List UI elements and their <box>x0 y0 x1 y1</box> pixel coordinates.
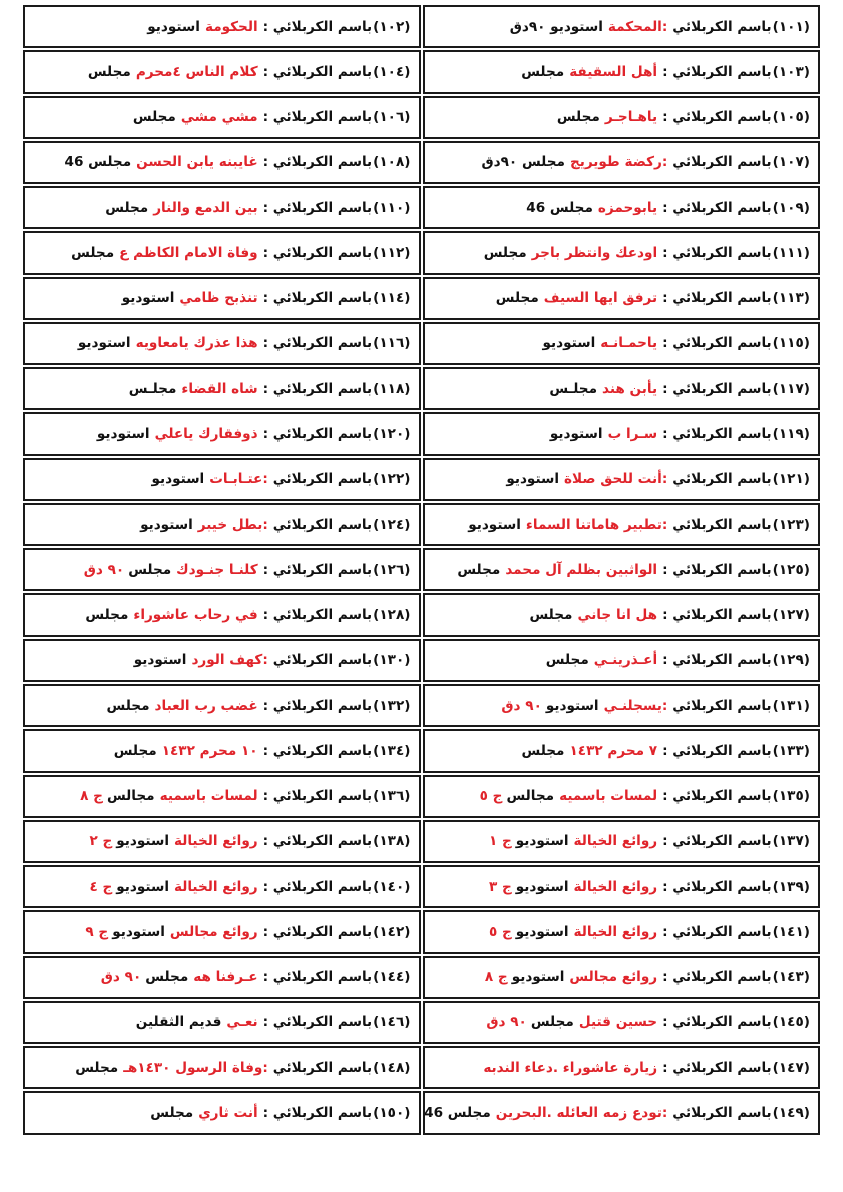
recording-entry-left <box>23 775 421 818</box>
recording-entry-right <box>423 775 821 818</box>
reciter-name: باسم الكربلائي : <box>662 63 772 80</box>
entry-number: (١٠٣) <box>772 63 810 80</box>
recording-type: مجلس 46 <box>64 154 132 171</box>
recording-entry-right <box>423 548 821 591</box>
reciter-name: باسم الكربلائي <box>672 18 772 35</box>
recording-type: مجلس <box>87 63 131 80</box>
recording-entry-left <box>23 5 421 48</box>
recording-type: استوديو <box>549 426 603 443</box>
entry-number: (١٣٢) <box>373 697 411 714</box>
reciter-name: باسم الكربلائي : <box>662 878 772 895</box>
recording-entry-right <box>423 956 821 999</box>
table-row <box>22 321 821 366</box>
recording-title: :أنت للحق صلاة <box>564 471 668 488</box>
recording-part: ج ٥ <box>488 923 512 940</box>
reciter-name: باسم الكربلائي : <box>262 1014 373 1031</box>
entry-number: (١٢٠) <box>373 426 411 443</box>
entry-number: (١٠٥) <box>772 109 810 126</box>
reciter-name: باسم الكربلائي : <box>662 561 772 578</box>
table-row <box>22 1045 821 1090</box>
recording-entry-left <box>23 458 421 501</box>
reciter-name: باسم الكربلائي : <box>662 652 772 669</box>
table-row <box>22 774 821 819</box>
table-row <box>22 955 821 1000</box>
reciter-name: باسم الكربلائي <box>672 516 772 533</box>
recording-part: ج ٢ <box>89 833 113 850</box>
recording-entry-right <box>423 865 821 908</box>
recording-type: مجلس <box>495 290 539 307</box>
recording-type: مجلس <box>521 742 565 759</box>
recording-title: نعـي <box>226 1014 258 1031</box>
recording-title: غضب رب العباد <box>154 697 258 714</box>
recording-part: ٩٠ دق <box>100 969 142 986</box>
recording-type: مجلس <box>529 607 573 624</box>
entry-number: (١٠٦) <box>373 109 411 126</box>
reciter-name: باسم الكربلائي : <box>662 833 772 850</box>
recording-type: استوديو <box>515 923 569 940</box>
recording-part: ٩٠ دق <box>83 561 125 578</box>
recording-type: مجلس <box>85 607 129 624</box>
reciter-name: باسم الكربلائي : <box>262 607 373 624</box>
entry-number: (١٠١) <box>772 18 810 35</box>
recording-title: الواثبين بظلم آل محمد <box>505 561 658 578</box>
recording-type: استوديو <box>511 969 565 986</box>
recording-entry-left <box>23 141 421 184</box>
recording-title: غايبنه يابن الحسن <box>136 154 258 171</box>
recording-type: قديم الثقلين <box>135 1014 222 1031</box>
recording-entry-left <box>23 412 421 455</box>
recording-entry-left <box>23 729 421 772</box>
recording-title: كلام الناس ٤محرم <box>135 63 258 80</box>
recording-title: لمسات باسميه <box>159 788 258 805</box>
entry-number: (١٣٨) <box>373 833 411 850</box>
recording-title: سـرا ب <box>607 426 658 443</box>
entry-number: (١٣٠) <box>373 652 411 669</box>
recording-entry-right <box>423 50 821 93</box>
recording-entry-right <box>423 458 821 501</box>
recording-type: مجلس <box>106 697 150 714</box>
recording-entry-left <box>23 1001 421 1044</box>
entry-number: (١٠٩) <box>772 199 810 216</box>
table-row <box>22 457 821 502</box>
recording-type: استوديو <box>116 833 169 850</box>
recording-title: زيارة عاشوراء .دعاء الندبه <box>483 1059 658 1076</box>
recording-title: :تطبير هاماتنا السماء <box>525 516 668 533</box>
recording-title: :يسجلنـي <box>603 697 668 714</box>
entry-number: (١١٢) <box>373 244 411 261</box>
recording-entry-left <box>23 1046 421 1089</box>
entry-number: (١٥٠) <box>373 1105 411 1121</box>
entry-number: (١٤٠) <box>373 878 411 895</box>
recording-type: مجلس <box>483 244 527 261</box>
entry-number: (١٤٦) <box>373 1014 411 1031</box>
recording-title: كلنـا جنـودك <box>176 561 258 578</box>
recording-entry-right <box>423 412 821 455</box>
reciter-name: باسم الكربلائي : <box>662 1059 772 1076</box>
recording-type: مجلس <box>145 969 189 986</box>
table-row <box>22 185 821 230</box>
recording-type: مجلـس <box>549 380 597 397</box>
recording-type: مجالس <box>506 788 555 805</box>
reciter-name: باسم الكربلائي : <box>662 1014 772 1031</box>
reciter-name: باسم الكربلائي : <box>262 878 373 895</box>
recording-title: وفاة الامام الكاظم ع <box>119 244 258 261</box>
reciter-name: باسم الكربلائي : <box>662 109 772 126</box>
entry-number: (١١١) <box>772 244 810 261</box>
recording-type: استوديو <box>77 335 131 352</box>
reciter-name: باسم الكربلائي : <box>262 18 373 35</box>
table-row <box>22 276 821 321</box>
recording-type: مجلس 46 <box>526 199 593 216</box>
recording-title: :بطل خيبر <box>197 516 268 533</box>
reciter-name: باسم الكربلائي <box>672 1105 772 1121</box>
recording-title: حسين قتيل <box>578 1014 658 1031</box>
reciter-name: باسم الكربلائي : <box>262 561 373 578</box>
reciter-name: باسم الكربلائي : <box>662 244 772 261</box>
recording-title: هل انا جاني <box>577 607 658 624</box>
recording-title: شاه القضاء <box>181 380 258 397</box>
recording-type: استوديو ٩٠دق <box>509 18 603 35</box>
recording-entry-right <box>423 1091 821 1134</box>
entry-number: (١٣٣) <box>772 742 810 759</box>
entry-number: (١٠٤) <box>373 63 411 80</box>
recording-entry-right <box>423 141 821 184</box>
recording-entry-left <box>23 367 421 410</box>
reciter-name: باسم الكربلائي : <box>662 426 772 443</box>
table-row <box>22 230 821 275</box>
entry-number: (١١٣) <box>772 290 810 307</box>
recording-entry-left <box>23 910 421 953</box>
entry-number: (١١٥) <box>772 335 810 352</box>
table-row <box>22 819 821 864</box>
recording-entry-right <box>423 820 821 863</box>
entry-number: (١١٧) <box>772 380 810 397</box>
recording-entry-left <box>23 820 421 863</box>
reciter-name: باسم الكربلائي : <box>262 697 373 714</box>
reciter-name: باسم الكربلائي <box>272 652 373 669</box>
recording-title: ياهـاجـر <box>604 109 658 126</box>
recording-title: :المحكمة <box>607 18 668 35</box>
recording-part: ٩٠ دق <box>486 1014 527 1031</box>
entry-number: (١٣٥) <box>772 788 810 805</box>
reciter-name: باسم الكربلائي : <box>262 244 373 261</box>
reciter-name: باسم الكربلائي : <box>262 154 373 171</box>
recording-title: يأبن هند <box>602 380 658 397</box>
recording-title: ياحمـانـه <box>600 335 658 352</box>
entry-number: (١٣٦) <box>373 788 411 805</box>
reciter-name: باسم الكربلائي : <box>262 833 373 850</box>
recording-type: مجالس <box>106 788 155 805</box>
recording-type: استوديو <box>545 697 599 714</box>
recording-title: :ركضة طويريج <box>569 154 668 171</box>
recording-part: ج ٣ <box>488 878 512 895</box>
recording-type: استوديو <box>515 878 569 895</box>
entry-number: (١٢١) <box>772 471 810 488</box>
recording-type: مجلس <box>457 561 501 578</box>
recording-type: استوديو <box>468 516 521 533</box>
recording-type: استوديو <box>96 426 150 443</box>
recording-title: بين الدمع والنار <box>153 199 258 216</box>
recording-entry-right <box>423 684 821 727</box>
recording-entry-left <box>23 1091 421 1134</box>
recording-entry-right <box>423 729 821 772</box>
recording-entry-left <box>23 231 421 274</box>
entry-number: (١٣٧) <box>772 833 810 850</box>
entry-number: (١٢٤) <box>373 516 411 533</box>
reciter-name: باسم الكربلائي <box>672 154 772 171</box>
recording-title: يابوحمزه <box>597 199 658 216</box>
recording-type: مجلس <box>150 1105 194 1121</box>
recording-entry-left <box>23 503 421 546</box>
recording-title: روائع الخيالة <box>173 833 258 850</box>
recording-type: مجلـس <box>128 380 177 397</box>
recording-entry-right <box>423 593 821 636</box>
recording-type: استوديو <box>121 290 175 307</box>
recording-entry-right <box>423 639 821 682</box>
entry-number: (١٤٧) <box>772 1059 810 1076</box>
reciter-name: باسم الكربلائي : <box>662 335 772 352</box>
entry-number: (١٠٨) <box>373 154 411 171</box>
entry-number: (١٣١) <box>772 697 810 714</box>
recording-title: هذا عذرك يامعاويه <box>135 335 258 352</box>
recording-title: ترفق ايها السيف <box>543 290 658 307</box>
recording-type: مجلس <box>75 1059 119 1076</box>
entry-number: (١٢٥) <box>772 561 810 578</box>
recording-type: مجلس <box>128 561 172 578</box>
entry-number: (١٤٤) <box>373 969 411 986</box>
recording-type: استوديو <box>506 471 560 488</box>
recording-type: مجلس <box>556 109 600 126</box>
recording-title: اودعك وانتظر باجر <box>531 244 658 261</box>
recording-entry-right <box>423 910 821 953</box>
entry-number: (١٤٩) <box>772 1105 810 1121</box>
recording-title: روائع الخيالة <box>573 923 658 940</box>
recording-entry-right <box>423 503 821 546</box>
entry-number: (١٠٢) <box>373 18 411 35</box>
reciter-name: باسم الكربلائي <box>272 516 373 533</box>
recording-type: مجلس <box>530 1014 574 1031</box>
recording-title: أنت ثاري <box>198 1105 258 1121</box>
recording-entry-right <box>423 1046 821 1089</box>
reciter-name: باسم الكربلائي : <box>662 290 772 307</box>
recording-title: في رحاب عاشوراء <box>133 607 258 624</box>
recording-part: ج ٨ <box>80 788 103 805</box>
reciter-name: باسم الكربلائي : <box>262 969 373 986</box>
table-row <box>22 1090 821 1135</box>
entry-number: (١٠٧) <box>772 154 810 171</box>
entry-number: (١٤٣) <box>772 969 810 986</box>
entry-number: (١٢٦) <box>373 561 411 578</box>
recording-entry-right <box>423 231 821 274</box>
table-row <box>22 547 821 592</box>
table-row <box>22 502 821 547</box>
reciter-name: باسم الكربلائي <box>272 471 373 488</box>
recording-type: مجلس <box>113 742 157 759</box>
entry-number: (١٤١) <box>772 923 810 940</box>
recording-type: مجلس 46 <box>424 1105 491 1121</box>
reciter-name: باسم الكربلائي : <box>262 290 373 307</box>
recording-entry-right <box>423 186 821 229</box>
reciter-name: باسم الكربلائي : <box>662 607 772 624</box>
table-row <box>22 592 821 637</box>
recording-type: مجلس <box>545 652 589 669</box>
table-row <box>22 366 821 411</box>
table-row <box>22 728 821 773</box>
recording-type: مجلس <box>71 244 115 261</box>
recording-title: أعـذرينـي <box>593 652 658 669</box>
recording-title: روائع الخيالة <box>173 878 258 895</box>
recording-entry-left <box>23 277 421 320</box>
table-row <box>22 140 821 185</box>
table-row <box>22 864 821 909</box>
reciter-name: باسم الكربلائي : <box>662 199 772 216</box>
recording-type: استوديو <box>112 923 165 940</box>
recording-title: أهل السقيفة <box>569 63 658 80</box>
entry-number: (١٢٩) <box>772 652 810 669</box>
reciter-name: باسم الكربلائي <box>672 471 772 488</box>
reciter-name: باسم الكربلائي : <box>262 923 373 940</box>
entry-number: (١٢٣) <box>772 516 810 533</box>
reciter-name: باسم الكربلائي <box>272 1059 373 1076</box>
recording-entry-left <box>23 96 421 139</box>
reciter-name: باسم الكربلائي : <box>662 380 772 397</box>
entry-number: (١١٤) <box>373 290 411 307</box>
recording-title: لمسات باسميه <box>559 788 658 805</box>
recording-type: استوديو <box>140 516 193 533</box>
recording-title: مشي مشي <box>180 109 258 126</box>
entry-number: (١٢٧) <box>772 607 810 624</box>
recording-type: استوديو <box>151 471 205 488</box>
recording-part: ج ١ <box>488 833 512 850</box>
recording-type: استوديو <box>542 335 596 352</box>
recording-title: ذوفقارك ياعلي <box>154 426 258 443</box>
recording-type: استوديو <box>133 652 187 669</box>
table-row <box>22 4 821 49</box>
recording-entry-right <box>423 1001 821 1044</box>
recording-title: :وفاة الرسول ١٤٣٠هـ <box>123 1059 268 1076</box>
entry-number: (١١٨) <box>373 380 411 397</box>
recording-entry-right <box>423 277 821 320</box>
table-row <box>22 1000 821 1045</box>
reciter-name: باسم الكربلائي : <box>262 335 373 352</box>
reciter-name: باسم الكربلائي : <box>262 742 373 759</box>
entry-number: (١٢٢) <box>373 471 411 488</box>
table-row <box>22 49 821 94</box>
recording-type: مجلس <box>521 63 565 80</box>
recording-entry-left <box>23 865 421 908</box>
recording-type: مجلس ٩٠دق <box>481 154 565 171</box>
recording-entry-left <box>23 186 421 229</box>
recording-entry-left <box>23 50 421 93</box>
entry-number: (١١٠) <box>373 199 411 216</box>
recording-title: الحكومة <box>204 18 258 35</box>
recording-entry-right <box>423 5 821 48</box>
table-row <box>22 95 821 140</box>
recording-entry-left <box>23 956 421 999</box>
recording-title: روائع الخيالة <box>573 878 658 895</box>
recording-entry-left <box>23 548 421 591</box>
recording-part: ج ٨ <box>484 969 508 986</box>
table-row <box>22 638 821 683</box>
recordings-grid <box>22 4 821 1186</box>
recording-part: ج ٩ <box>85 923 109 940</box>
table-row <box>22 909 821 954</box>
recording-title: روائع مجالس <box>169 923 258 940</box>
reciter-name: باسم الكربلائي : <box>262 380 373 397</box>
entry-number: (١٤٨) <box>373 1059 411 1076</box>
recording-entry-right <box>423 367 821 410</box>
reciter-name: باسم الكربلائي : <box>662 923 772 940</box>
entry-number: (١١٩) <box>772 426 810 443</box>
entry-number: (١٣٤) <box>373 742 411 759</box>
recording-title: ١٠ محرم ١٤٣٢ <box>161 742 258 759</box>
recording-title: :تودع زمه العائله .البحرين <box>495 1105 668 1121</box>
recording-title: روائع الخيالة <box>573 833 658 850</box>
table-row <box>22 411 821 456</box>
recording-type: استوديو <box>116 878 169 895</box>
recording-entry-right <box>423 96 821 139</box>
recording-type: استوديو <box>147 18 200 35</box>
recording-entry-left <box>23 322 421 365</box>
reciter-name: باسم الكربلائي : <box>262 199 373 216</box>
entry-number: (١٣٩) <box>772 878 810 895</box>
recording-title: عـرفنا هه <box>193 969 258 986</box>
recording-type: مجلس <box>132 109 176 126</box>
recording-entry-left <box>23 639 421 682</box>
entry-number: (١١٦) <box>373 335 411 352</box>
reciter-name: باسم الكربلائي : <box>662 969 772 986</box>
recording-title: :عتـابـات <box>209 471 268 488</box>
recording-entry-right <box>423 322 821 365</box>
recording-type: مجلس <box>105 199 149 216</box>
entry-number: (١٤٢) <box>373 923 411 940</box>
reciter-name: باسم الكربلائي : <box>262 426 373 443</box>
reciter-name: باسم الكربلائي : <box>262 109 373 126</box>
recording-part: ٩٠ دق <box>501 697 542 714</box>
reciter-name: باسم الكربلائي <box>672 697 772 714</box>
recording-title: روائع مجالس <box>569 969 658 986</box>
recording-title: ٧ محرم ١٤٣٢ <box>569 742 658 759</box>
table-row <box>22 683 821 728</box>
reciter-name: باسم الكربلائي : <box>262 1105 373 1121</box>
recording-entry-left <box>23 593 421 636</box>
entry-number: (١٤٥) <box>772 1014 810 1031</box>
reciter-name: باسم الكربلائي : <box>262 788 373 805</box>
reciter-name: باسم الكربلائي : <box>662 742 772 759</box>
entry-number: (١٢٨) <box>373 607 411 624</box>
reciter-name: باسم الكربلائي : <box>262 63 373 80</box>
recording-part: ج ٤ <box>89 878 113 895</box>
recording-type: استوديو <box>515 833 569 850</box>
recording-part: ج ٥ <box>479 788 503 805</box>
recording-title: :كهف الورد <box>191 652 268 669</box>
recording-entry-left <box>23 684 421 727</box>
reciter-name: باسم الكربلائي : <box>662 788 772 805</box>
recording-title: تنذبح ظامي <box>179 290 258 307</box>
